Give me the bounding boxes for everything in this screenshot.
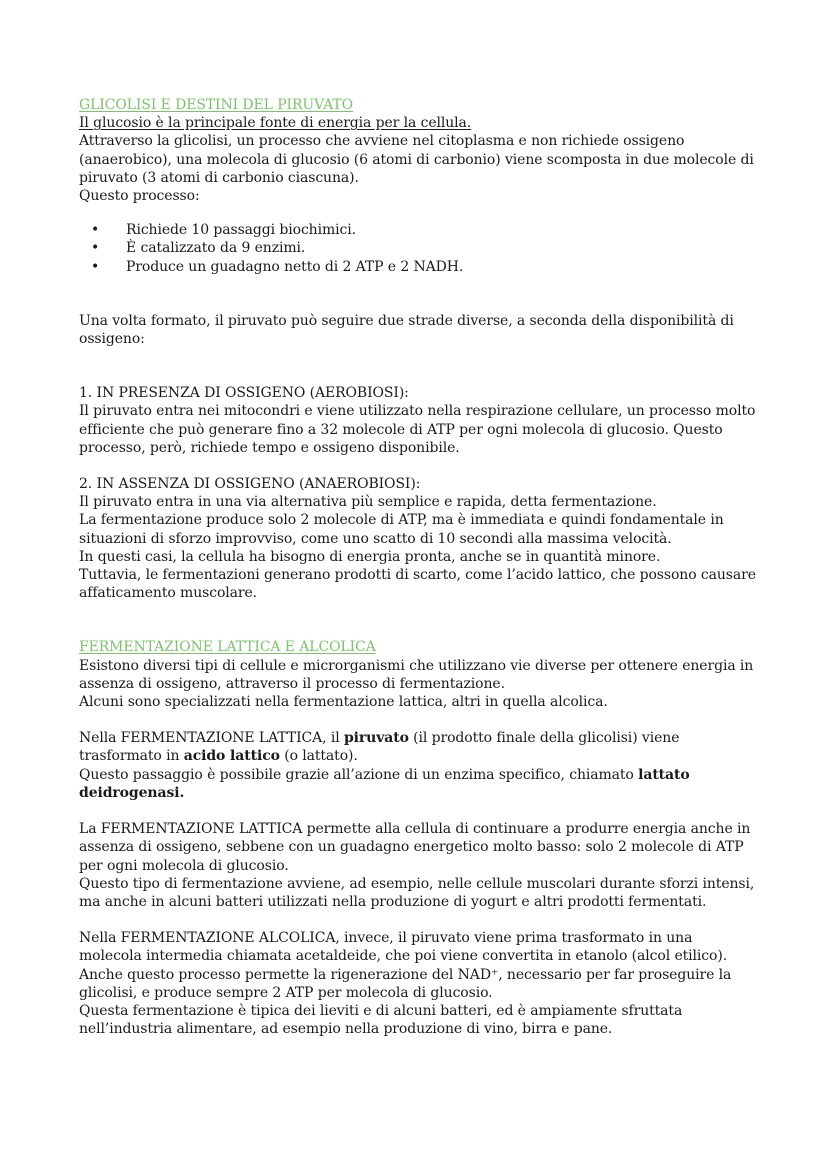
bullet-icon: • bbox=[91, 222, 100, 239]
aerobic-title: 1. IN PRESENZA DI OSSIGENO (AEROBIOSI): bbox=[79, 385, 409, 402]
lead-sentence: Il glucosio è la principale fonte di energia per la cellula. bbox=[79, 115, 472, 132]
bullet-icon: • bbox=[91, 258, 100, 275]
glycolysis-intro: Attraverso la glicolisi, un processo che avviene nel citoplasma e non richiede ossigeno (anaerobico), una molecola di glucosio (6 atomi di carbonio) viene scomposta in due molecole di piruvato (3 atomi di carbonio ciascuna). bbox=[79, 133, 754, 186]
document-page bbox=[79, 96, 759, 1038]
alcoholic-line: Anche questo processo permette la rigenerazione del NAD⁺, necessario per far proseguire la glicolisi, e produce sempre 2 ATP per molecola di glucosio. bbox=[79, 966, 732, 1001]
lactic-detail-line: La FERMENTAZIONE LATTICA permette alla cellula di continuare a produrre energia anche in assenza di ossigeno, sebbene con un guadagno energetico molto basso: solo 2 molecole di ATP per ogni molecola di glucosio. bbox=[79, 821, 751, 874]
anaerobic-line: In questi casi, la cellula ha bisogno di energia pronta, anche se in quantità minore. bbox=[79, 548, 661, 565]
anaerobic-title: 2. IN ASSENZA DI OSSIGENO (ANAEROBIOSI): bbox=[79, 476, 421, 493]
bold-term: piruvato bbox=[343, 730, 409, 747]
list-item: • È catalizzato da 9 enzimi. bbox=[91, 240, 306, 257]
anaerobic-line: La fermentazione produce solo 2 molecole di ATP, ma è immediata e quindi fondamentale in situazioni di sforzo improvviso, come uno scatto di 10 secondi alla massima velocità. bbox=[79, 512, 724, 547]
list-item: • Richiede 10 passaggi biochimici. bbox=[91, 222, 357, 239]
alcoholic-line: Nella FERMENTAZIONE ALCOLICA, invece, il piruvato viene prima trasformato in una molecola intermedia chiamata acetaldeide, che poi viene convertita in etanolo (alcol etilico). bbox=[79, 930, 728, 965]
anaerobic-line: Il piruvato entra in una via alternativa più semplice e rapida, detta fermentazione. bbox=[79, 494, 657, 511]
list-item: • Produce un guadagno netto di 2 ATP e 2 NADH. bbox=[91, 258, 464, 275]
anaerobic-line: Tuttavia, le fermentazioni generano prodotti di scarto, come l’acido lattico, che possono causare affaticamento muscolare. bbox=[79, 567, 756, 602]
bold-term: acido lattico bbox=[183, 748, 280, 765]
fermentation-intro-line: Esistono diversi tipi di cellule e microrganismi che utilizzano vie diverse per ottenere energia in assenza di ossigeno, attraverso il processo di fermentazione. bbox=[79, 657, 754, 692]
process-bullet-list bbox=[79, 221, 759, 276]
lactic-detail-line: Questo tipo di fermentazione avviene, ad esempio, nelle cellule muscolari durante sforzi intensi, ma anche in alcuni batteri utilizzati nella produzione di yogurt e altri prodotti fermentati. bbox=[79, 875, 755, 910]
aerobic-paragraph: Il piruvato entra nei mitocondri e viene utilizzato nella respirazione cellulare, un processo molto efficiente che può generare fino a 32 molecole di ATP per ogni molecola di glucosio. Questo processo, però, richiede tempo e ossigeno disponibile. bbox=[79, 403, 756, 456]
section-title-glicolisi: GLICOLISI E DESTINI DEL PIRUVATO bbox=[79, 97, 354, 113]
section-title-fermentazione: FERMENTAZIONE LATTICA E ALCOLICA bbox=[79, 639, 376, 656]
pyruvate-fate-paragraph: Una volta formato, il piruvato può seguire due strade diverse, a seconda della disponibilità di ossigeno: bbox=[79, 312, 734, 348]
bold-term: lattato deidrogenasi. bbox=[79, 766, 690, 801]
bullet-icon: • bbox=[91, 240, 100, 257]
process-label: Questo processo: bbox=[79, 188, 200, 205]
lactic-enzyme-paragraph: Questo passaggio è possibile grazie all’azione di un enzima specifico, chiamato lattato deidrogenasi. bbox=[79, 766, 690, 801]
alcoholic-line: Questa fermentazione è tipica dei lieviti e di alcuni batteri, ed è ampiamente sfruttata nell’industria alimentare, ad esempio nella produzione di vino, birra e pane. bbox=[79, 1002, 683, 1038]
fermentation-intro-line: Alcuni sono specializzati nella fermentazione lattica, altri in quella alcolica. bbox=[79, 694, 608, 711]
lactic-fermentation-paragraph: Nella FERMENTAZIONE LATTICA, il piruvato (il prodotto finale della glicolisi) viene trasformato in acido lattico (o lattato). bbox=[79, 730, 680, 765]
